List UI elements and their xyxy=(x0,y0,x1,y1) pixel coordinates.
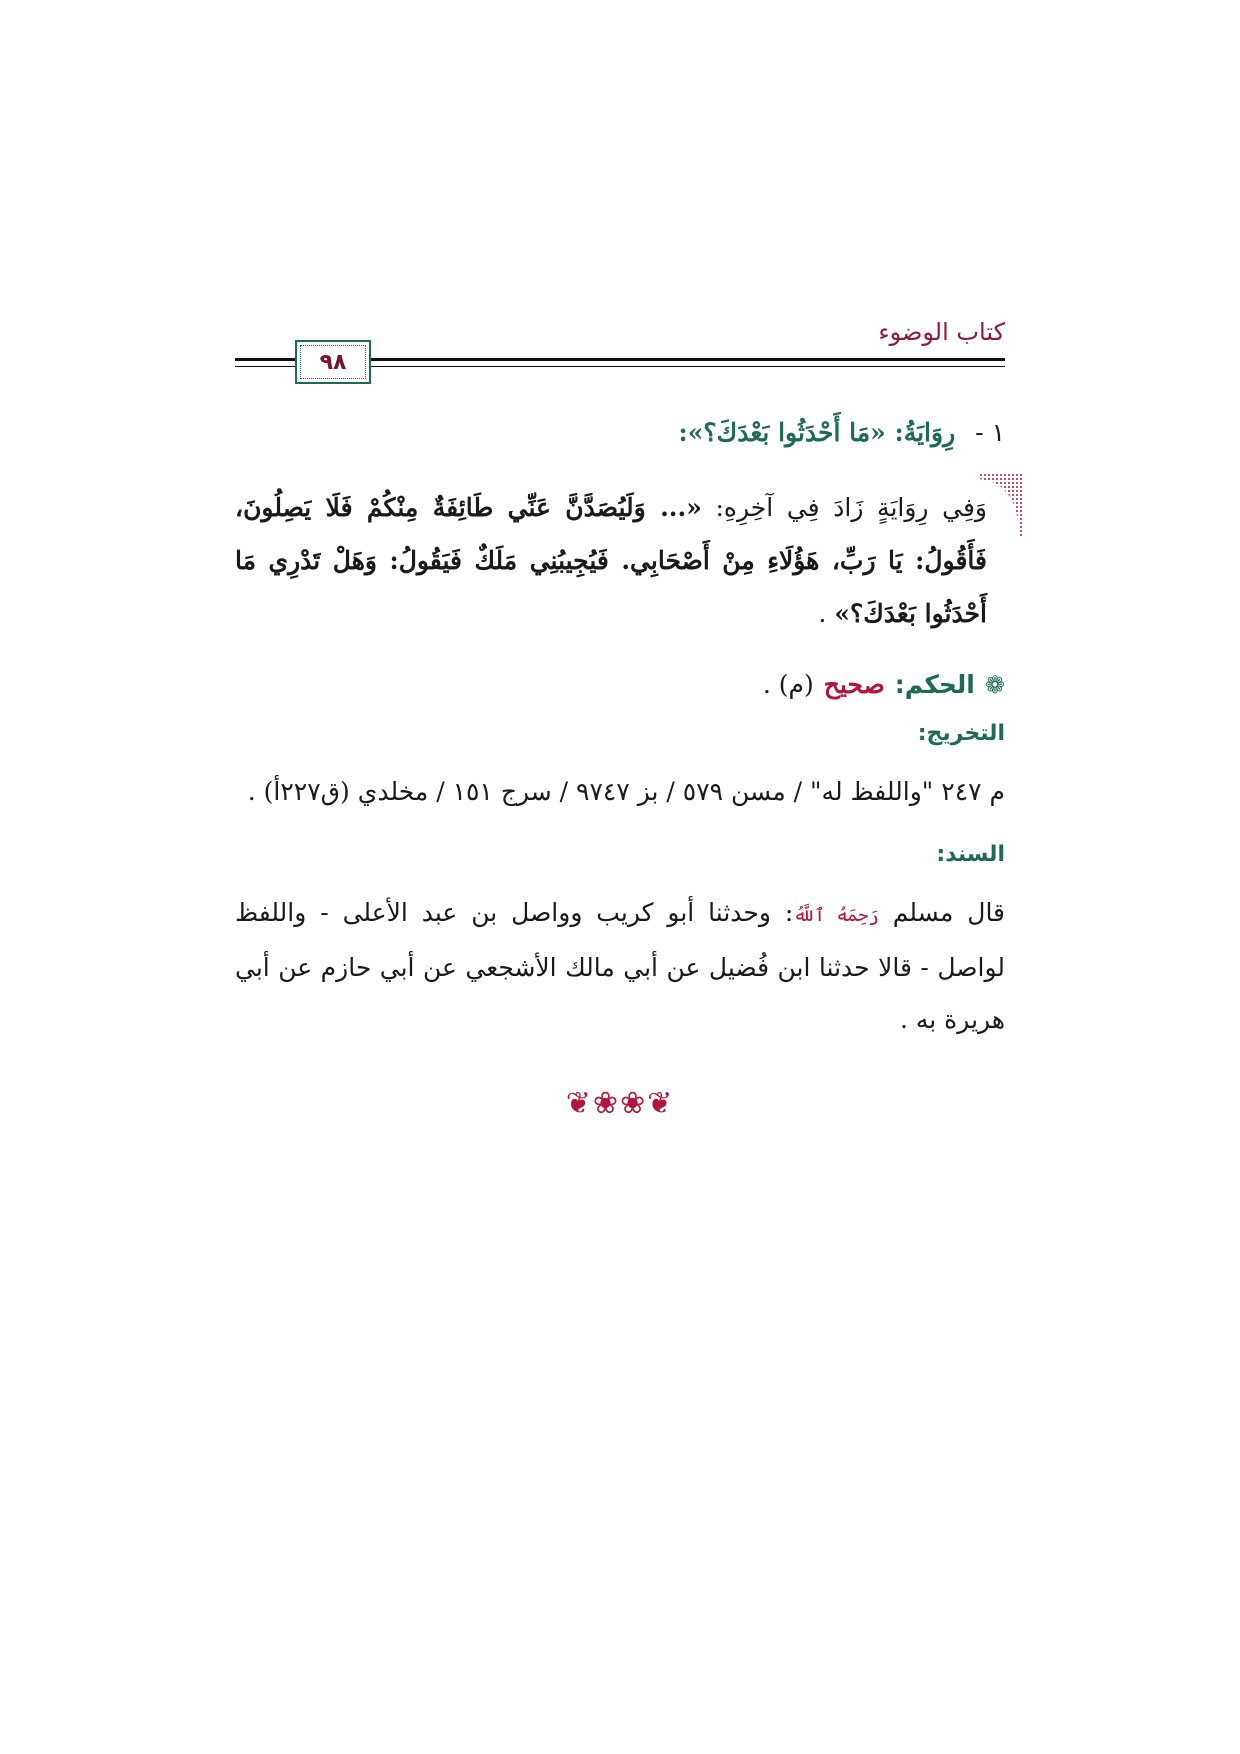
quote-lead: وَفِي رِوَايَةٍ زَادَ فِي آخِرِهِ: xyxy=(701,493,988,522)
takhrij-text: م ٢٤٧ "واللفظ له" / مسن ٥٧٩ / بز ٩٧٤٧ / سرج ١٥١ / مخلدي (ق٢٢٧أ) . xyxy=(247,777,1005,806)
section-end-ornament: ❦❀❀❦ xyxy=(565,1086,675,1121)
ruling-source: (م) . xyxy=(762,670,814,699)
section-title xyxy=(235,418,1005,447)
sanad-text-part-1: قال مسلم xyxy=(878,898,1006,927)
ruling-value: صحيح xyxy=(823,670,885,699)
page-number-frame xyxy=(295,340,371,384)
sanad-text-part-2: : وحدثنا أبو كريب وواصل بن عبد الأعلى - واللفظ لواصل - قالا حدثنا ابن فُضيل عن أبي مالك الأشجعي عن أبي حازم عن أبي هريرة به . xyxy=(235,898,1005,1034)
sanad-heading: السند: xyxy=(936,842,1005,867)
hadith-quote-block xyxy=(235,481,1005,640)
book-title: كتاب الوضوء xyxy=(878,318,1005,346)
ruling-line xyxy=(235,670,1005,699)
quote-end: . xyxy=(818,599,835,628)
section-number: ١ - xyxy=(975,418,1005,447)
page-header xyxy=(235,300,1005,390)
honorific: رَحِمَهُ ٱللَّهُ xyxy=(793,905,879,926)
page xyxy=(235,300,1005,1121)
quote-hadith: «... وَلَيُصَدَّنَّ عَنِّي طَائِفَةٌ مِنْكُمْ فَلَا يَصِلُونَ، فَأَقُولُ: يَا رَبِّ، هَؤُلَاءِ مِنْ أَصْحَابِي. فَيُجِيبُنِي مَلَكٌ فَيَقُولُ: وَهَلْ تَدْرِي مَا أَحْدَثُوا بَعْدَكَ؟» xyxy=(235,493,987,628)
hadith-text xyxy=(235,481,987,640)
flower-icon: ❁ xyxy=(984,670,1005,699)
section-title-text: رِوَايَةُ: «مَا أَحْدَثُوا بَعْدَكَ؟»: xyxy=(678,418,956,447)
corner-ornament-icon xyxy=(979,473,1023,537)
ruling-label: الحكم: xyxy=(894,670,975,699)
sanad-text xyxy=(235,887,1005,1046)
takhrij-heading: التخريج: xyxy=(917,721,1005,746)
page-number: ٩٨ xyxy=(319,349,347,375)
